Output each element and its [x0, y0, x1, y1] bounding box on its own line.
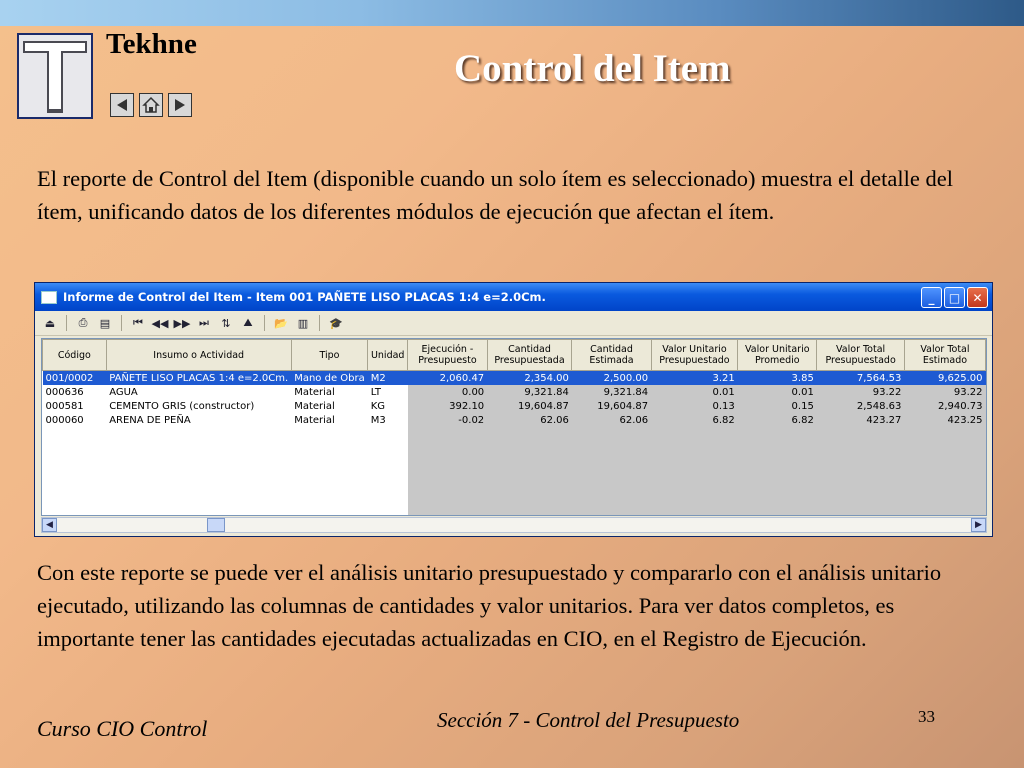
- empty-cell: [817, 427, 905, 441]
- scroll-right-button[interactable]: [971, 518, 986, 532]
- empty-cell: [572, 441, 651, 455]
- table-cell: 0.00: [408, 385, 487, 399]
- empty-cell: [368, 469, 408, 483]
- empty-cell: [291, 441, 368, 455]
- window-app-icon: [41, 291, 57, 304]
- minimize-icon: _: [928, 290, 935, 305]
- empty-cell: [291, 497, 368, 511]
- empty-cell: [106, 427, 291, 441]
- table-cell: 000060: [45, 414, 84, 426]
- table-row[interactable]: [43, 399, 986, 413]
- empty-cell: [487, 469, 572, 483]
- close-button[interactable]: [967, 287, 988, 308]
- empty-cell: [43, 427, 107, 441]
- toolbar-separator: [264, 315, 265, 331]
- footer-section: Sección 7 - Control del Presupuesto: [437, 708, 740, 732]
- export-icon[interactable]: ⏏: [44, 316, 56, 330]
- table-cell: 0.13: [651, 399, 738, 413]
- grid-header-row: [43, 340, 986, 371]
- table-cell: Mano de Obra: [291, 371, 368, 386]
- empty-cell: [817, 455, 905, 469]
- empty-cell: [106, 497, 291, 511]
- table-cell: 93.22: [904, 385, 985, 399]
- empty-cell: [291, 483, 368, 497]
- empty-cell: [651, 427, 738, 441]
- empty-cell: [572, 469, 651, 483]
- empty-cell: [106, 441, 291, 455]
- triangle-right-icon: [172, 97, 188, 113]
- empty-cell: [368, 455, 408, 469]
- report-toolbar: [35, 311, 992, 336]
- table-cell: 001/0002: [43, 371, 107, 386]
- empty-cell: [291, 455, 368, 469]
- table-cell: 9,625.00: [904, 371, 985, 386]
- header-strip: [0, 0, 1024, 26]
- scroll-left-button[interactable]: [42, 518, 57, 532]
- empty-cell: [487, 427, 572, 441]
- empty-row: [43, 441, 986, 455]
- table-cell: 6.82: [651, 413, 738, 427]
- minimize-button[interactable]: [921, 287, 942, 308]
- brand-name: Tekhne: [106, 28, 197, 60]
- table-cell: 62.06: [487, 413, 572, 427]
- table-cell: 62.06: [572, 413, 651, 427]
- empty-cell: [408, 483, 487, 497]
- empty-cell: [106, 511, 291, 516]
- table-cell: AGUA: [109, 386, 138, 398]
- column-header[interactable]: Valor Unitario Promedio: [738, 340, 817, 371]
- table-cell: 423.27: [817, 413, 905, 427]
- empty-cell: [368, 427, 408, 441]
- graduation-cap-icon[interactable]: 🎓: [329, 316, 343, 330]
- table-cell: KG: [370, 400, 386, 412]
- print-icon[interactable]: ⎙: [78, 316, 88, 329]
- column-header[interactable]: Unidad: [368, 340, 408, 371]
- empty-row: [43, 497, 986, 511]
- tekhne-logo: [17, 33, 93, 119]
- empty-cell: [738, 511, 817, 516]
- preview-icon[interactable]: ▤: [99, 316, 111, 330]
- prev-slide-button[interactable]: [110, 93, 134, 117]
- table-row[interactable]: [43, 371, 986, 386]
- table-cell: -0.02: [408, 413, 487, 427]
- table-cell: 9,321.84: [572, 385, 651, 399]
- empty-cell: [368, 497, 408, 511]
- table-cell: 000581: [45, 400, 84, 412]
- column-header[interactable]: Cantidad Presupuestada: [487, 340, 572, 371]
- empty-cell: [408, 469, 487, 483]
- empty-cell: [408, 497, 487, 511]
- bar-chart-icon[interactable]: ▥: [297, 316, 309, 330]
- chevron-right-icon: ▶: [975, 520, 982, 530]
- column-header[interactable]: Valor Unitario Presupuestado: [651, 340, 738, 371]
- table-row[interactable]: [43, 413, 986, 427]
- empty-cell: [291, 511, 368, 516]
- empty-cell: [572, 483, 651, 497]
- table-cell: 2,548.63: [817, 399, 905, 413]
- table-cell: LT: [370, 386, 382, 398]
- empty-cell: [487, 441, 572, 455]
- table-cell: 93.22: [817, 385, 905, 399]
- chevron-left-icon: ◀: [46, 520, 53, 530]
- table-cell: 2,940.73: [904, 399, 985, 413]
- chart-icon[interactable]: ⛰: [243, 316, 253, 329]
- empty-cell: [651, 497, 738, 511]
- table-cell: Material: [294, 414, 335, 426]
- empty-cell: [817, 511, 905, 516]
- empty-cell: [651, 483, 738, 497]
- table-cell: 2,060.47: [408, 371, 487, 386]
- empty-cell: [651, 469, 738, 483]
- toolbar-separator: [319, 315, 320, 331]
- prev-record-icon[interactable]: ◀◀: [151, 316, 169, 330]
- empty-cell: [904, 511, 985, 516]
- scroll-thumb[interactable]: [207, 518, 225, 532]
- empty-cell: [43, 469, 107, 483]
- empty-cell: [368, 483, 408, 497]
- empty-cell: [106, 469, 291, 483]
- table-cell: 0.01: [651, 385, 738, 399]
- table-cell: ARENA DE PEÑA: [109, 414, 191, 426]
- empty-cell: [738, 497, 817, 511]
- empty-cell: [904, 497, 985, 511]
- empty-cell: [572, 497, 651, 511]
- horizontal-scrollbar[interactable]: [41, 517, 987, 533]
- toolbar-separator: [121, 315, 122, 331]
- empty-cell: [572, 427, 651, 441]
- table-cell: Material: [294, 400, 335, 412]
- empty-cell: [817, 469, 905, 483]
- column-header[interactable]: Insumo o Actividad: [106, 340, 291, 371]
- slide-title: Control del Item: [454, 47, 731, 90]
- empty-cell: [43, 483, 107, 497]
- empty-cell: [572, 455, 651, 469]
- last-record-icon[interactable]: ⏭: [199, 316, 209, 329]
- empty-cell: [487, 455, 572, 469]
- empty-cell: [904, 469, 985, 483]
- footer-course: Curso CIO Control: [37, 716, 208, 741]
- table-cell: Material: [294, 386, 335, 398]
- empty-cell: [904, 455, 985, 469]
- empty-cell: [487, 483, 572, 497]
- table-cell: 19,604.87: [572, 399, 651, 413]
- empty-cell: [408, 511, 487, 516]
- table-cell: 3.21: [651, 371, 738, 386]
- triangle-left-icon: [114, 97, 130, 113]
- table-row[interactable]: [43, 385, 986, 399]
- maximize-button[interactable]: [944, 287, 965, 308]
- table-cell: PAÑETE LISO PLACAS 1:4 e=2.0Cm.: [106, 371, 291, 386]
- open-folder-icon[interactable]: 📂: [274, 316, 288, 330]
- table-cell: 6.82: [738, 413, 817, 427]
- empty-cell: [106, 455, 291, 469]
- empty-cell: [738, 469, 817, 483]
- column-header[interactable]: Cantidad Estimada: [572, 340, 651, 371]
- empty-cell: [738, 441, 817, 455]
- empty-cell: [651, 455, 738, 469]
- empty-row: [43, 455, 986, 469]
- table-cell: 2,500.00: [572, 371, 651, 386]
- first-record-icon[interactable]: ⏮: [133, 316, 143, 329]
- empty-cell: [651, 441, 738, 455]
- empty-cell: [368, 511, 408, 516]
- column-header[interactable]: Ejecución -Presupuesto: [408, 340, 487, 371]
- empty-cell: [291, 427, 368, 441]
- table-cell: 0.15: [738, 399, 817, 413]
- empty-cell: [817, 483, 905, 497]
- next-slide-button[interactable]: [168, 93, 192, 117]
- window-title: Informe de Control del Item - Item 001 PAÑETE LISO PLACAS 1:4 e=2.0Cm.: [63, 290, 546, 304]
- empty-cell: [106, 483, 291, 497]
- column-header[interactable]: Valor Total Presupuestado: [817, 340, 905, 371]
- empty-cell: [738, 427, 817, 441]
- table-cell: 19,604.87: [487, 399, 572, 413]
- empty-cell: [904, 427, 985, 441]
- empty-cell: [738, 455, 817, 469]
- table-cell: M2: [368, 371, 408, 386]
- slide-nav: [110, 93, 192, 117]
- home-button[interactable]: [139, 93, 163, 117]
- empty-cell: [43, 441, 107, 455]
- empty-cell: [408, 455, 487, 469]
- empty-row: [43, 469, 986, 483]
- window-titlebar[interactable]: [35, 283, 992, 311]
- next-record-icon[interactable]: ▶▶: [173, 316, 191, 330]
- empty-cell: [408, 427, 487, 441]
- empty-cell: [291, 469, 368, 483]
- table-cell: 423.25: [904, 413, 985, 427]
- empty-cell: [651, 511, 738, 516]
- table-cell: 392.10: [408, 399, 487, 413]
- column-header[interactable]: Código: [43, 340, 107, 371]
- empty-cell: [487, 497, 572, 511]
- empty-cell: [904, 483, 985, 497]
- table-cell: 000636: [45, 386, 84, 398]
- page-number: 33: [918, 707, 935, 726]
- explanation-paragraph: Con este reporte se puede ver el análisis unitario presupuestado y compararlo con el análisis unitario ejecutado, utilizando las columnas de cantidades y valor unitarios. Para ver datos completos, es importante tener las cantidades ejecutadas actualizadas en CIO, en el Registro de Ejecución.: [37, 560, 942, 651]
- sort-icon[interactable]: ⇅: [221, 316, 231, 330]
- table-cell: 3.85: [738, 371, 817, 386]
- empty-cell: [43, 497, 107, 511]
- empty-cell: [738, 483, 817, 497]
- empty-cell: [817, 441, 905, 455]
- empty-cell: [572, 511, 651, 516]
- empty-cell: [904, 441, 985, 455]
- report-grid[interactable]: [41, 338, 987, 516]
- toolbar-separator: [66, 315, 67, 331]
- empty-cell: [368, 441, 408, 455]
- maximize-icon: □: [948, 290, 961, 305]
- report-window: [34, 282, 993, 537]
- empty-row: [43, 511, 986, 516]
- close-icon: ✕: [972, 290, 983, 305]
- empty-cell: [43, 455, 107, 469]
- empty-row: [43, 427, 986, 441]
- table-cell: M3: [370, 414, 386, 426]
- empty-cell: [43, 511, 107, 516]
- table-cell: 2,354.00: [487, 371, 572, 386]
- empty-cell: [487, 511, 572, 516]
- column-header[interactable]: Tipo: [291, 340, 368, 371]
- table-cell: 0.01: [738, 385, 817, 399]
- column-header[interactable]: Valor Total Estimado: [904, 340, 985, 371]
- empty-cell: [817, 497, 905, 511]
- home-icon: [142, 96, 160, 114]
- table-cell: 7,564.53: [817, 371, 905, 386]
- empty-row: [43, 483, 986, 497]
- table-cell: CEMENTO GRIS (constructor): [109, 400, 255, 412]
- empty-cell: [408, 441, 487, 455]
- table-cell: 9,321.84: [487, 385, 572, 399]
- intro-paragraph: El reporte de Control del Item (disponible cuando un solo ítem es seleccionado) muestra el detalle del ítem, unificando datos de los diferentes módulos de ejecución que afectan el ítem.: [37, 166, 953, 224]
